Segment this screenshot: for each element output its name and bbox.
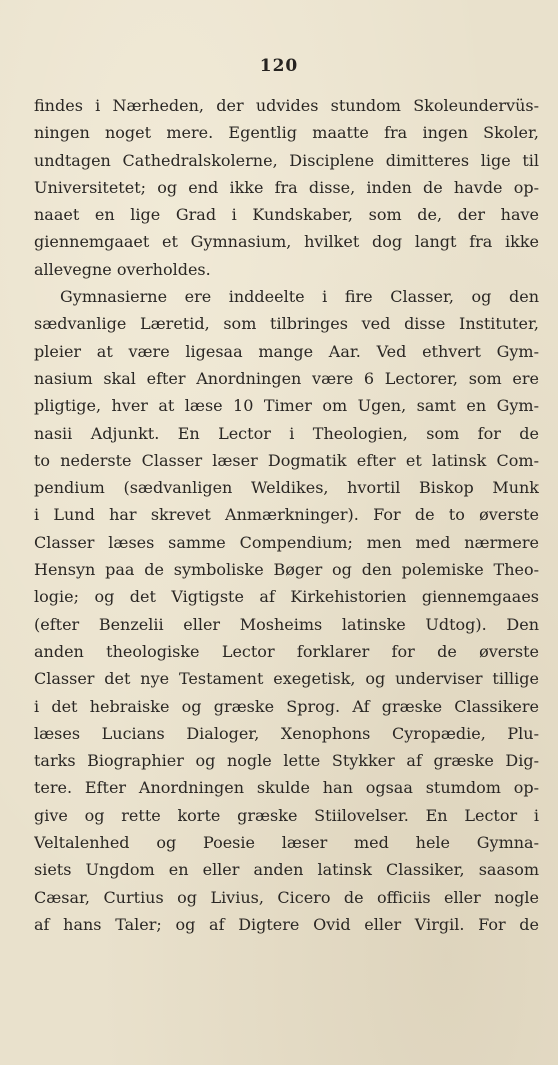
page-number: 120: [259, 56, 299, 76]
text-line: to nederste Classer læser Dogmatik efter et latinsk Com-: [34, 450, 539, 470]
text-line: Classer det nye Testament exegetisk, og underviser tillige: [34, 669, 539, 689]
text-line: siets Ungdom en eller anden latinsk Classiker, saasom: [34, 860, 539, 880]
text-line: pleier at være ligesaa mange Aar. Ved ethvert Gym-: [34, 341, 539, 361]
text-line: pligtige, hver at læse 10 Timer om Ugen, samt en Gym-: [34, 396, 539, 416]
text-line: naaet en lige Grad i Kundskaber, som de, der have: [34, 205, 539, 225]
text-line: nasii Adjunkt. En Lector i Theologien, som for de: [34, 423, 539, 443]
text-line: ningen noget mere. Egentlig maatte fra ingen Skoler,: [34, 123, 539, 143]
text-line: logie; og det Vigtigste af Kirkehistorien giennemgaaes: [34, 587, 539, 607]
text-line: i det hebraiske og græske Sprog. Af græske Classikere: [34, 696, 539, 716]
text-line: findes i Nærheden, der udvides stundom Skoleundervüs-: [34, 96, 539, 115]
text-line: undtagen Cathedralskolerne, Disciplene dimitteres lige til: [34, 150, 539, 170]
text-line: giennemgaaet et Gymnasium, hvilket dog langt fra ikke: [34, 232, 539, 252]
text-line: af hans Taler; og af Digtere Ovid eller Virgil. For de: [34, 914, 539, 934]
text-line: allevegne overholdes.: [34, 259, 211, 279]
text-line: anden theologiske Lector forklarer for de øverste: [34, 641, 539, 661]
text-line: tere. Efter Anordningen skulde han ogsaa stumdom op-: [34, 778, 539, 798]
text-line: Classer læses samme Compendium; men med nærmere: [34, 532, 539, 552]
text-line: tarks Biographier og nogle lette Stykker af græske Dig-: [34, 751, 539, 771]
text-line: sædvanlige Læretid, som tilbringes ved disse Instituter,: [34, 314, 539, 334]
text-line: Universitetet; og end ikke fra disse, inden de havde op-: [34, 177, 539, 197]
text-line: i Lund har skrevet Anmærkninger). For de to øverste: [34, 505, 539, 525]
text-line: Gymnasierne ere inddeelte i fire Classer, og den: [60, 287, 539, 307]
text-line: nasium skal efter Anordningen være 6 Lectorer, som ere: [34, 368, 539, 388]
body-text: [34, 92, 539, 938]
text-line: Hensyn paa de symboliske Bøger og den polemiske Theo-: [34, 560, 539, 580]
text-line: Veltalenhed og Poesie læser med hele Gymna-: [34, 833, 539, 853]
text-line: Cæsar, Curtius og Livius, Cicero de officiis eller nogle: [34, 887, 539, 907]
text-line: (efter Benzelii eller Mosheims latinske Udtog). Den: [34, 614, 539, 634]
text-line: give og rette korte græske Stiilovelser. En Lector i: [34, 805, 539, 825]
text-line: pendium (sædvanligen Weldikes, hvortil Biskop Munk: [34, 478, 539, 498]
text-line: læses Lucians Dialoger, Xenophons Cyropædie, Plu-: [34, 723, 539, 743]
